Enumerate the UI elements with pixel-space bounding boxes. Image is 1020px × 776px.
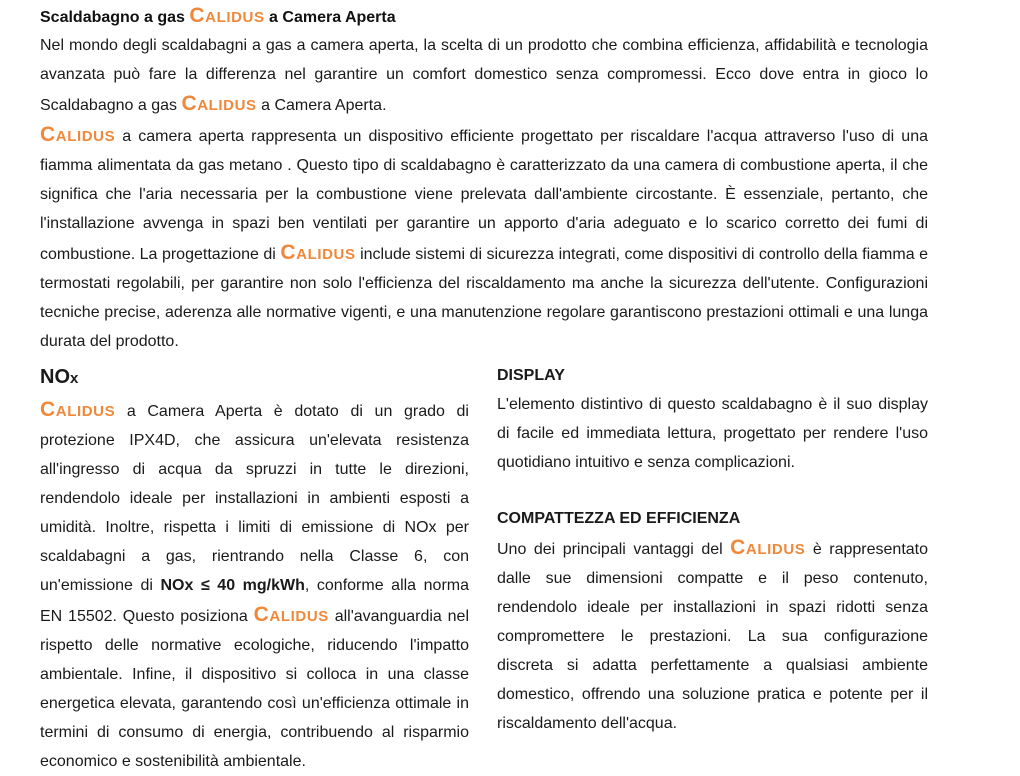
brand-name: Calidus xyxy=(40,398,116,421)
brand-name: Calidus xyxy=(253,603,329,626)
brand-name: Calidus xyxy=(730,536,806,559)
brand-name: Calidus xyxy=(40,123,116,146)
features-column xyxy=(497,362,928,738)
intro-text-2b: include sistemi di sicurezza integrati, come dispositivi di controllo della fiamma e termostati regolabili, per garantire non solo l'efficienza del riscaldamento ma anche la sicurezza dell'utente. Configurazioni tecniche precise, aderenza alle normative vigenti, e una manutenzione regolare garantiscono prestazioni ottimali e una lunga durata del prodotto. xyxy=(40,246,928,350)
intro-text-1: Nel mondo degli scaldabagni a gas a camera aperta, la scelta di un prodotto che combina efficienza, affidabilità e tecnologia avanzata può fare la differenza nel garantire un comfort domestico senza compromessi. Ecco dove entra in gioco lo Scaldabagno a gas xyxy=(40,37,928,114)
compattezza-section xyxy=(497,505,928,738)
display-heading: DISPLAY xyxy=(497,367,565,384)
intro-paragraph-1 xyxy=(40,31,928,120)
title-suffix: a Camera Aperta xyxy=(269,9,396,26)
display-paragraph: L'elemento distintivo di questo scaldabagno è il suo display di facile ed immediata lettura, progettato per rendere l'uso quotidiano intuitivo e senza complicazioni. xyxy=(497,396,928,471)
nox-heading-main: NO xyxy=(40,366,70,388)
nox-heading-small: x xyxy=(70,370,79,387)
display-section xyxy=(497,362,928,477)
brand-name: Calidus xyxy=(181,92,257,115)
nox-text-b: , conforme alla norma EN 15502. Questo posiziona xyxy=(40,577,469,625)
nox-text-c: all'avanguardia nel rispetto delle normative ecologiche, riducendo l'impatto ambientale. Infine, il dispositivo si colloca in una classe energetica elevata, garantendo così un'efficienza ottimale in termini di consumo di energia, contribuendo al risparmio economico e sostenibilità ambientale. xyxy=(40,608,469,770)
nox-emission-value: NOx ≤ 40 mg/kWh xyxy=(160,577,305,594)
brand-name: Calidus xyxy=(280,241,356,264)
compattezza-paragraph xyxy=(497,533,928,738)
nox-paragraph xyxy=(40,395,469,776)
nox-heading xyxy=(40,362,469,394)
nox-text-a: a Camera Aperta è dotato di un grado di protezione IPX4D, che assicura un'elevata resistenza all'ingresso di acqua da spruzzi in tutte le direzioni, rendendolo ideale per installazioni in ambienti esposti a umidità. Inoltre, rispetta i limiti di emissione di NOx per scaldabagni a gas, rientrando nella Classe 6, con un'emissione di xyxy=(40,403,469,594)
intro-section xyxy=(40,31,928,356)
nox-column xyxy=(40,362,469,776)
brand-name: Calidus xyxy=(189,4,265,27)
compattezza-text-b: è rappresentato dalle sue dimensioni compatte e il peso contenuto, rendendolo ideale per installazioni in spazi ridotti senza compromettere le prestazioni. La sua configurazione discreta si adatta perfettamente a qualsiasi ambiente domestico, offrendo una soluzione pratica e potente per il riscaldamento dell'acqua. xyxy=(497,541,929,732)
page-title xyxy=(40,3,930,31)
compattezza-heading: COMPATTEZZA ED EFFICIENZA xyxy=(497,510,741,527)
intro-paragraph-2 xyxy=(40,120,928,356)
compattezza-text-a: Uno dei principali vantaggi del xyxy=(497,541,723,558)
title-prefix: Scaldabagno a gas xyxy=(40,9,185,26)
intro-text-2a: a camera aperta rappresenta un dispositivo efficiente progettato per riscaldare l'acqua attraverso l'uso di una fiamma alimentata da gas metano . Questo tipo di scaldabagno è caratterizzato da una camera di combustione aperta, il che significa che l'aria necessaria per la combustione viene prelevata dall'ambiente circostante. È essenziale, pertanto, che l'installazione avvenga in spazi ben ventilati per garantire un apporto d'aria adeguato e lo scarico corretto dei fumi di combustione. La progettazione di xyxy=(40,128,928,263)
intro-text-1-end: a Camera Aperta. xyxy=(261,97,387,114)
